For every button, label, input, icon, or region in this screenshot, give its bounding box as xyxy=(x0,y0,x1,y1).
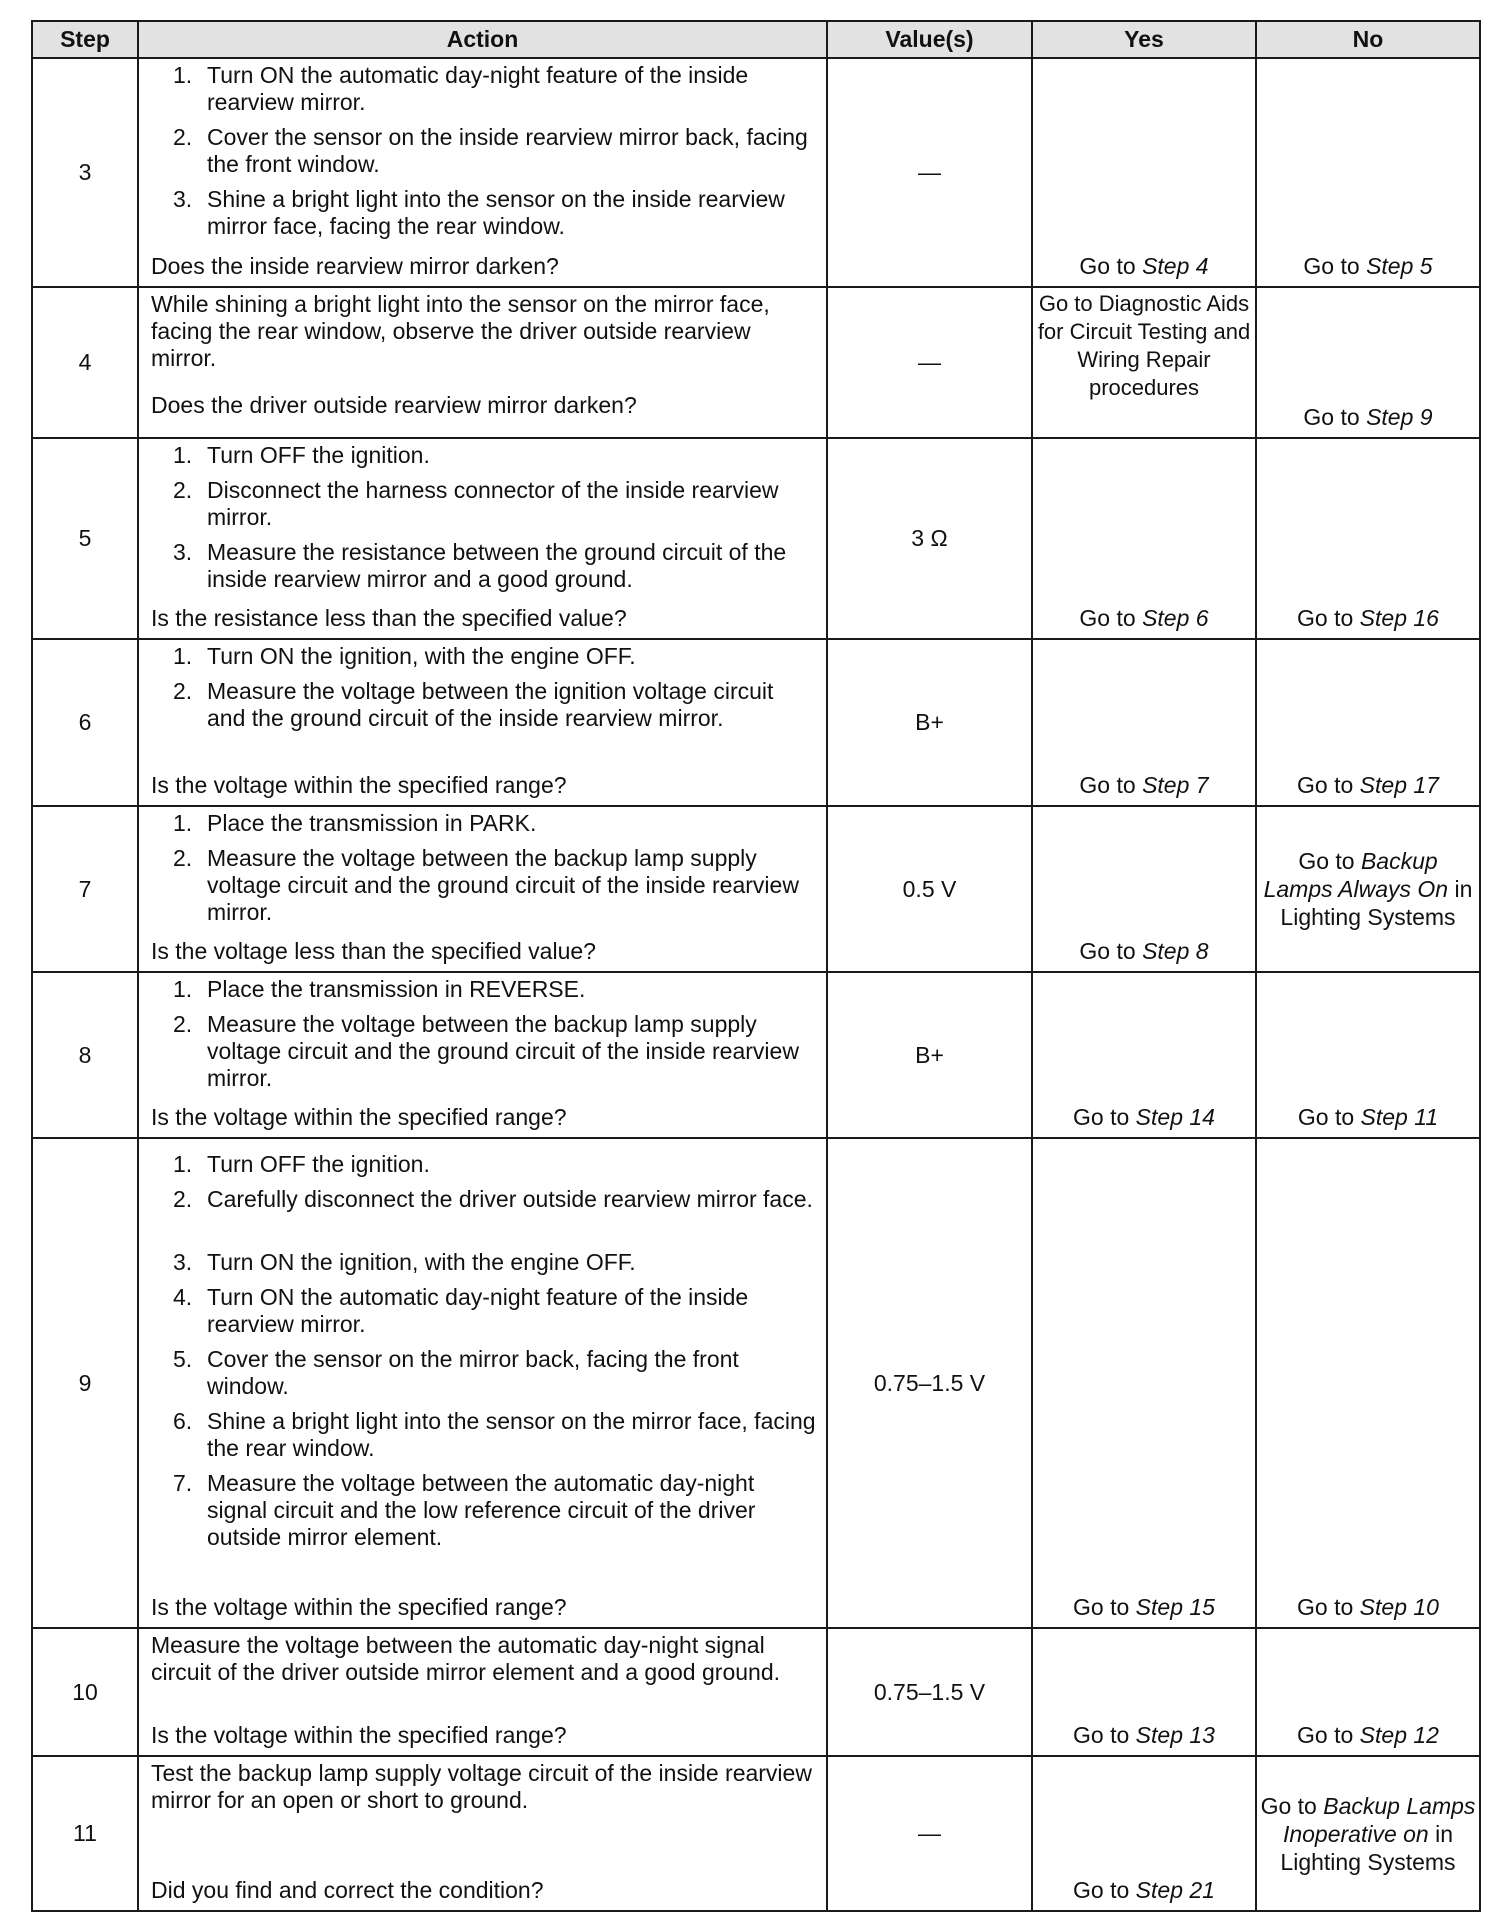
action-step: 3. Turn ON the ignition, with the engine OFF. xyxy=(173,1249,636,1275)
no-goto: Go to Step 12 xyxy=(1297,1722,1439,1748)
action-step: 1. Turn OFF the ignition. xyxy=(173,442,430,468)
table-row-step-4 xyxy=(32,287,1480,438)
header-no: No xyxy=(1256,21,1480,58)
action-paragraph: Test the backup lamp supply voltage circuit of the inside rearview mirror for an open or short to ground. xyxy=(151,1760,812,1813)
action-step: 1. Turn OFF the ignition. xyxy=(173,1151,430,1177)
action-steps xyxy=(151,810,816,926)
action-cell xyxy=(138,639,827,806)
action-step: 2. Cover the sensor on the inside rearview mirror back, facing the front window. xyxy=(173,124,808,177)
action-steps xyxy=(151,643,816,732)
action-cell xyxy=(138,806,827,972)
action-steps xyxy=(151,1151,816,1551)
no-goto: Go to Step 17 xyxy=(1297,772,1439,798)
step-number: 5 xyxy=(32,438,138,639)
yes-cell xyxy=(1032,1628,1256,1756)
action-step: 2. Measure the voltage between the backup lamp supply voltage circuit and the ground circuit of the inside rearview mirror. xyxy=(173,845,799,925)
action-question: Is the voltage less than the specified value? xyxy=(151,938,596,964)
action-content xyxy=(139,640,826,805)
no-goto: Go to Step 11 xyxy=(1297,1104,1439,1130)
yes-cell xyxy=(1032,806,1256,972)
yes-step-link: Step 8 xyxy=(1142,938,1209,964)
action-cell xyxy=(138,1628,827,1756)
yes-step-link: Step 21 xyxy=(1135,1877,1215,1903)
action-question: Is the voltage within the specified range? xyxy=(151,1722,567,1748)
action-step: 7. Measure the voltage between the automatic day-night signal circuit and the low reference circuit of the driver outside mirror element. xyxy=(173,1470,756,1550)
action-question: Is the voltage within the specified range? xyxy=(151,772,567,798)
action-step: 1. Turn ON the ignition, with the engine OFF. xyxy=(173,643,636,669)
value-cell: 3 Ω xyxy=(827,438,1032,639)
action-steps xyxy=(151,442,816,593)
action-content xyxy=(139,288,826,437)
action-paragraph: Measure the voltage between the automatic day-night signal circuit of the driver outside mirror element and a good ground. xyxy=(151,1632,780,1685)
no-cell xyxy=(1256,639,1480,806)
no-cell xyxy=(1256,806,1480,972)
action-content xyxy=(139,1139,826,1627)
action-step: 6. Shine a bright light into the sensor on the mirror face, facing the rear window. xyxy=(173,1408,816,1461)
no-step-link: Step 16 xyxy=(1359,605,1439,631)
action-content xyxy=(139,1757,826,1910)
action-cell xyxy=(138,287,827,438)
action-content xyxy=(139,59,826,286)
step-number: 11 xyxy=(32,1756,138,1911)
yes-goto: Go to Step 6 xyxy=(1079,605,1209,631)
step-number: 6 xyxy=(32,639,138,806)
yes-goto: Go to Step 7 xyxy=(1079,772,1209,798)
no-procedure-link: Backup Lamps Inoperative on xyxy=(1282,1792,1476,1847)
no-cell xyxy=(1256,438,1480,639)
table-row-step-10 xyxy=(32,1628,1480,1756)
action-cell xyxy=(138,1138,827,1628)
action-step: 2. Disconnect the harness connector of the inside rearview mirror. xyxy=(173,477,779,530)
action-question: Did you find and correct the condition? xyxy=(151,1877,544,1903)
table-row-step-7 xyxy=(32,806,1480,972)
yes-cell xyxy=(1032,1138,1256,1628)
yes-cell xyxy=(1032,287,1256,438)
action-cell xyxy=(138,58,827,287)
yes-goto: Go to Step 14 xyxy=(1073,1104,1215,1130)
diagnostic-table xyxy=(31,20,1481,1912)
action-question: Is the resistance less than the specified value? xyxy=(151,605,627,631)
value-cell: B+ xyxy=(827,639,1032,806)
no-step-link: Step 9 xyxy=(1366,404,1433,430)
action-cell xyxy=(138,972,827,1138)
action-content xyxy=(139,807,826,971)
no-cell xyxy=(1256,287,1480,438)
header-values: Value(s) xyxy=(827,21,1032,58)
value-cell: — xyxy=(827,287,1032,438)
action-cell xyxy=(138,1756,827,1911)
action-step: 1. Place the transmission in REVERSE. xyxy=(173,976,586,1002)
table-row-step-5 xyxy=(32,438,1480,639)
no-backup-lamps-always-on: Go to Backup Lamps Always On in Lighting Systems xyxy=(1263,848,1473,930)
yes-step-link: Step 15 xyxy=(1135,1594,1215,1620)
action-steps xyxy=(151,62,816,240)
action-content xyxy=(139,973,826,1137)
no-cell xyxy=(1256,1628,1480,1756)
yes-goto: Go to Step 13 xyxy=(1073,1722,1215,1748)
step-number: 4 xyxy=(32,287,138,438)
no-goto: Go to Step 10 xyxy=(1297,1594,1439,1620)
yes-step-link: Step 4 xyxy=(1142,253,1209,279)
step-number: 10 xyxy=(32,1628,138,1756)
action-step: 2. Measure the voltage between the ignition voltage circuit and the ground circuit of the inside rearview mirror. xyxy=(173,678,774,731)
no-step-link: Step 10 xyxy=(1359,1594,1439,1620)
value-cell: — xyxy=(827,58,1032,287)
yes-step-link: Step 6 xyxy=(1142,605,1209,631)
action-step: 1. Place the transmission in PARK. xyxy=(173,810,537,836)
action-question: Does the inside rearview mirror darken? xyxy=(151,253,559,279)
no-goto: Go to Step 9 xyxy=(1303,404,1433,430)
yes-goto: Go to Step 4 xyxy=(1079,253,1209,279)
no-step-link: Step 5 xyxy=(1366,253,1433,279)
action-step: 2. Carefully disconnect the driver outside rearview mirror face. xyxy=(173,1186,813,1212)
step-number: 8 xyxy=(32,972,138,1138)
value-cell: B+ xyxy=(827,972,1032,1138)
action-question: Is the voltage within the specified range? xyxy=(151,1594,567,1620)
table-row-step-6 xyxy=(32,639,1480,806)
yes-diagnostic-aids: Go to Diagnostic Aids for Circuit Testing and Wiring Repair procedures xyxy=(1037,291,1251,400)
table-row-step-11 xyxy=(32,1756,1480,1911)
action-step: 1. Turn ON the automatic day-night feature of the inside rearview mirror. xyxy=(173,62,749,115)
action-question: Is the voltage within the specified range? xyxy=(151,1104,567,1130)
table-row-step-9 xyxy=(32,1138,1480,1628)
no-step-link: Step 17 xyxy=(1359,772,1439,798)
value-cell: — xyxy=(827,1756,1032,1911)
action-step: 2. Measure the voltage between the backup lamp supply voltage circuit and the ground circuit of the inside rearview mirror. xyxy=(173,1011,799,1091)
action-step: 3. Measure the resistance between the ground circuit of the inside rearview mirror and a good ground. xyxy=(173,539,787,592)
action-content xyxy=(139,1629,826,1755)
value-cell: 0.75–1.5 V xyxy=(827,1628,1032,1756)
yes-cell xyxy=(1032,438,1256,639)
action-paragraph: While shining a bright light into the sensor on the mirror face, facing the rear window, observe the driver outside rearview mirror. xyxy=(151,291,770,371)
yes-step-link: Step 7 xyxy=(1142,772,1209,798)
yes-cell xyxy=(1032,1756,1256,1911)
action-steps xyxy=(151,976,816,1092)
header-step: Step xyxy=(32,21,138,58)
action-step: 4. Turn ON the automatic day-night feature of the inside rearview mirror. xyxy=(173,1284,749,1337)
no-cell xyxy=(1256,972,1480,1138)
action-cell xyxy=(138,438,827,639)
yes-cell xyxy=(1032,639,1256,806)
no-step-link: Step 11 xyxy=(1360,1104,1439,1130)
step-number: 9 xyxy=(32,1138,138,1628)
yes-goto: Go to Step 21 xyxy=(1073,1877,1215,1903)
yes-goto: Go to Step 15 xyxy=(1073,1594,1215,1620)
value-cell: 0.75–1.5 V xyxy=(827,1138,1032,1628)
step-number: 3 xyxy=(32,58,138,287)
table-row-step-8 xyxy=(32,972,1480,1138)
action-question: Does the driver outside rearview mirror darken? xyxy=(151,392,637,418)
table-row-step-3 xyxy=(32,58,1480,287)
action-step: 5. Cover the sensor on the mirror back, facing the front window. xyxy=(173,1346,739,1399)
yes-cell xyxy=(1032,972,1256,1138)
no-cell xyxy=(1256,58,1480,287)
header-row xyxy=(32,21,1480,58)
yes-step-link: Step 13 xyxy=(1135,1722,1215,1748)
yes-cell xyxy=(1032,58,1256,287)
no-backup-lamps-inoperative: Go to Backup Lamps Inoperative on in Lighting Systems xyxy=(1260,1792,1476,1875)
header-action: Action xyxy=(138,21,827,58)
yes-step-link: Step 14 xyxy=(1135,1104,1215,1130)
no-cell xyxy=(1256,1756,1480,1911)
no-procedure-link: Backup Lamps Always On xyxy=(1263,848,1449,902)
value-cell: 0.5 V xyxy=(827,806,1032,972)
action-content xyxy=(139,439,826,638)
no-goto: Go to Step 16 xyxy=(1297,605,1439,631)
action-step: 3. Shine a bright light into the sensor on the inside rearview mirror face, facing the rear window. xyxy=(173,186,785,239)
step-number: 7 xyxy=(32,806,138,972)
no-cell xyxy=(1256,1138,1480,1628)
yes-goto: Go to Step 8 xyxy=(1079,938,1209,964)
header-yes: Yes xyxy=(1032,21,1256,58)
no-step-link: Step 12 xyxy=(1359,1722,1439,1748)
no-goto: Go to Step 5 xyxy=(1303,253,1433,279)
